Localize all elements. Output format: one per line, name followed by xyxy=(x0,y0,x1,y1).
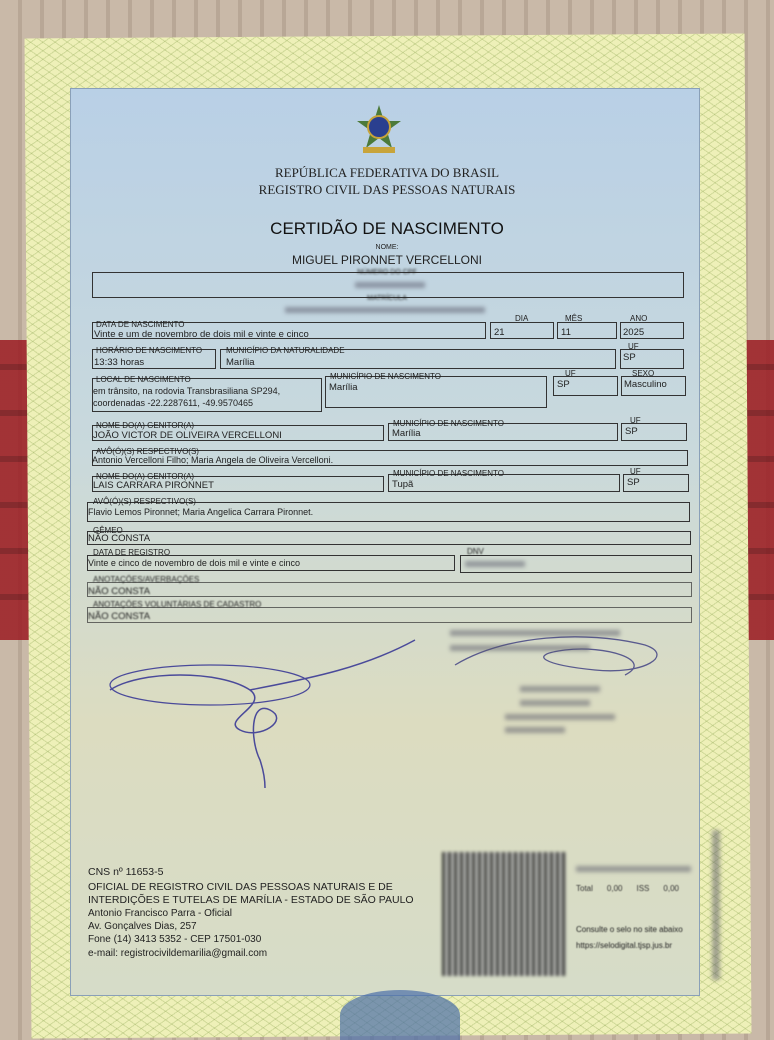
iss-value: 0,00 xyxy=(663,884,679,893)
attestation-text-redacted xyxy=(450,630,620,636)
naturality-label: MUNICÍPIO DA NATURALIDADE xyxy=(226,346,345,355)
birth-uf-label: UF xyxy=(565,369,576,378)
twin-value: NÃO CONSTA xyxy=(88,533,151,544)
day-value: 21 xyxy=(494,327,505,338)
fee-note-redacted xyxy=(505,714,615,720)
signature-left xyxy=(100,630,430,790)
grandparents2-label: AVÔ(Ó)(S) RESPECTIVO(S) xyxy=(93,497,196,506)
total-label: Total xyxy=(576,884,593,893)
office-phone: Fone (14) 3413 5352 - CEP 17501-030 xyxy=(88,934,262,945)
voluntary-annotations-value: NÃO CONSTA xyxy=(88,611,151,622)
republic-heading: REPÚBLICA FEDERATIVA DO BRASIL xyxy=(274,165,500,180)
qr-code-redacted[interactable] xyxy=(442,852,566,976)
brazil-coat-of-arms-icon xyxy=(351,103,407,157)
registration-date-value: Vinte e cinco de novembro de dois mil e vinte e cinco xyxy=(88,558,300,568)
birth-date-label: DATA DE NASCIMENTO xyxy=(96,320,185,329)
office-email: e-mail: registrocivildemarilia@gmail.com xyxy=(88,948,268,959)
attestation-text-redacted xyxy=(450,645,590,651)
seal-website-link[interactable]: https://selodigital.tjsp.jus.br xyxy=(576,941,673,950)
birth-municipality-label: MUNICÍPIO DE NASCIMENTO xyxy=(330,372,441,381)
registry-heading: REGISTRO CIVIL DAS PESSOAS NATURAIS xyxy=(258,182,516,197)
birth-date-value: Vinte e um de novembro de dois mil e vinte e cinco xyxy=(94,329,309,340)
parent1-name-label: NOME DO(A) GENITOR(A) xyxy=(96,421,195,430)
seal-instruction: Consulte o selo no site abaixo xyxy=(576,925,683,934)
birthplace-value-line2: coordenadas -22.2287611, -49.9570465 xyxy=(93,398,253,408)
annotations-field xyxy=(87,582,692,597)
year-label: ANO xyxy=(630,314,648,323)
twin-label: GÊMEO xyxy=(93,526,123,535)
month-label: MÊS xyxy=(565,314,583,323)
birth-uf-value: SP xyxy=(557,379,570,390)
uf-label: UF xyxy=(628,342,639,351)
parent1-municipality-value: Marília xyxy=(392,428,421,439)
child-name: MIGUEL PIRONNET VERCELLONI xyxy=(291,253,483,267)
name-label: NOME: xyxy=(375,244,399,251)
official-name: Antonio Francisco Parra - Oficial xyxy=(88,908,232,919)
birth-time-label: HORÁRIO DE NASCIMENTO xyxy=(96,346,203,355)
uf-value: SP xyxy=(623,352,636,363)
office-name-line1: OFICIAL DE REGISTRO CIVIL DAS PESSOAS NATURAIS E DE xyxy=(88,881,393,893)
parent2-uf-label: UF xyxy=(630,467,641,476)
parent2-name-value: LAIS CARRARA PIRONNET xyxy=(93,480,214,491)
cpf-label: NÚMERO DO CPF xyxy=(357,269,417,276)
birth-time-value: 13:33 horas xyxy=(94,357,145,368)
parent1-name-value: JOÃO VICTOR DE OLIVEIRA VERCELLONI xyxy=(93,430,282,441)
seal-code-redacted xyxy=(576,866,691,872)
parent2-uf-value: SP xyxy=(627,477,640,488)
fees-row xyxy=(576,884,679,893)
dnv-value-redacted xyxy=(465,561,525,567)
birthplace-label: LOCAL DE NASCIMENTO xyxy=(96,375,191,384)
grandparents1-value: Antonio Vercelloni Filho; Maria Angela de Oliveira Vercelloni. xyxy=(92,455,334,465)
matricula-value-redacted xyxy=(285,307,485,313)
birthplace-value-line1: em trânsito, na rodovia Transbrasiliana SP294, xyxy=(93,386,281,396)
cpf-value-redacted xyxy=(355,282,425,288)
dnv-label: DNV xyxy=(467,547,484,556)
document-title: CERTIDÃO DE NASCIMENTO xyxy=(270,219,504,238)
office-name-line2: INTERDIÇÕES E TUTELAS DE MARÍLIA - ESTADO DE SÃO PAULO xyxy=(88,894,414,906)
total-value: 0,00 xyxy=(606,884,623,893)
iss-label: ISS xyxy=(636,884,650,893)
parent2-municipality-label: MUNICÍPIO DE NASCIMENTO xyxy=(393,469,504,478)
sex-value: Masculino xyxy=(624,379,667,390)
month-value: 11 xyxy=(561,327,571,338)
year-value: 2025 xyxy=(623,327,645,338)
parent2-municipality-value: Tupã xyxy=(392,479,414,490)
serial-number-redacted xyxy=(712,830,720,980)
office-address: Av. Gonçalves Dias, 257 xyxy=(88,921,197,932)
parent1-municipality-label: MUNICÍPIO DE NASCIMENTO xyxy=(393,419,504,428)
naturality-value: Marília xyxy=(226,357,255,368)
annotations-label: ANOTAÇÕES/AVERBAÇÕES xyxy=(93,575,200,584)
annotations-value: NÃO CONSTA xyxy=(88,586,151,597)
security-seal-emblem xyxy=(340,990,460,1040)
voluntary-annotations-field xyxy=(87,607,692,623)
signer-name-redacted xyxy=(520,686,600,692)
voluntary-annotations-label: ANOTAÇÕES VOLUNTÁRIAS DE CADASTRO xyxy=(93,600,262,609)
birth-municipality-value: Marília xyxy=(329,382,358,393)
parent1-uf-label: UF xyxy=(630,416,641,425)
typist-redacted xyxy=(505,727,565,733)
registration-date-label: DATA DE REGISTRO xyxy=(93,548,171,557)
parent2-name-label: NOME DO(A) GENITOR(A) xyxy=(96,472,195,481)
matricula-label: MATRÍCULA xyxy=(367,295,407,302)
sex-label: SEXO xyxy=(632,369,655,378)
grandparents1-label: AVÔ(Ó)(S) RESPECTIVO(S) xyxy=(96,447,199,456)
parent1-uf-value: SP xyxy=(625,426,638,437)
day-label: DIA xyxy=(515,314,529,323)
cns-number: CNS nº 11653-5 xyxy=(88,866,164,878)
signer-role-redacted xyxy=(520,700,590,706)
twin-field xyxy=(87,531,691,545)
grandparents2-value: Flavio Lemos Pironnet; Maria Angelica Carrara Pironnet. xyxy=(88,507,314,517)
